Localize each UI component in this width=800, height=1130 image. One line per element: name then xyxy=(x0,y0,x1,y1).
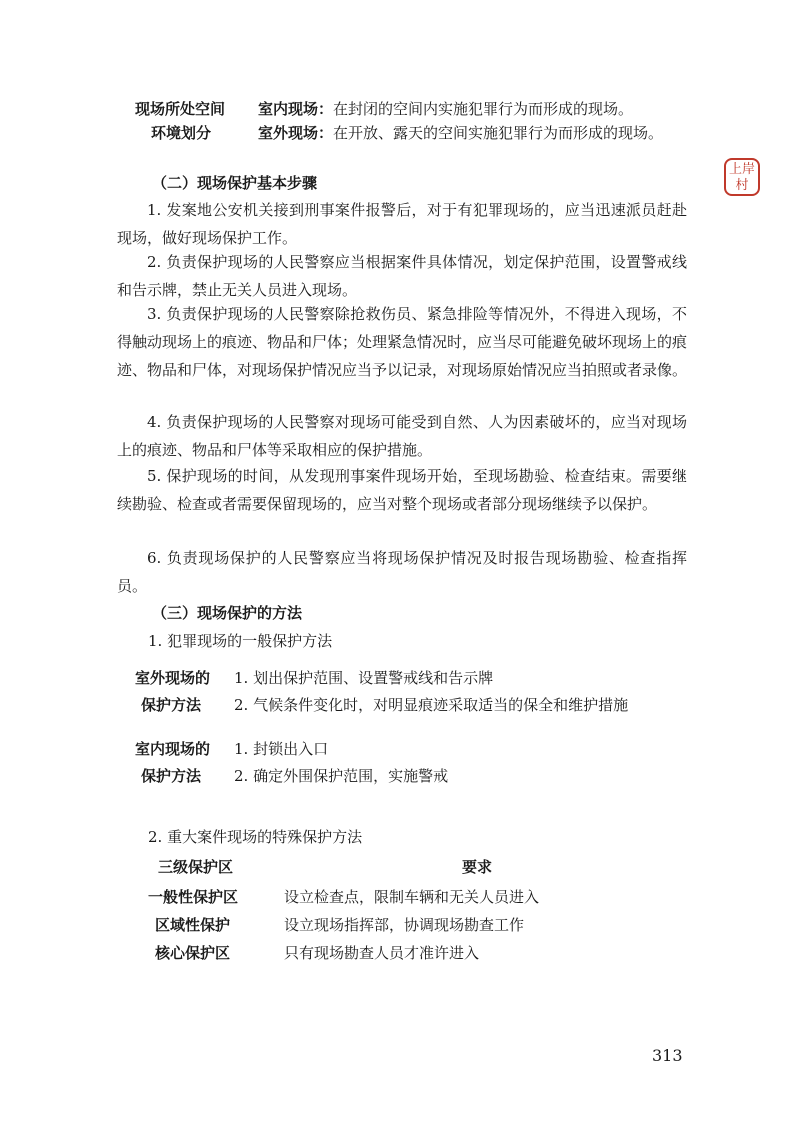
page-number: 313 xyxy=(652,1046,683,1065)
step-5: 5. 保护现场的时间，从发现刑事案件现场开始，至现场勘验、检查结束。需要继续勘验、检查或者需要保留现场的，应当对整个现场或者部分现场继续予以保护。 xyxy=(117,467,687,513)
step-3: 3. 负责保护现场的人民警察除抢救伤员、紧急排险等情况外，不得进入现场，不得触动现场上的痕迹、物品和尸体；处理紧急情况时，应当尽可能避免破坏现场上的痕迹、物品和尸体，对现场保护情况应当予以记录，对现场原始情况应当拍照或者录像。 xyxy=(117,305,688,379)
table-row-zone-3: 核心保护区 xyxy=(155,944,231,962)
table-row-req-1: 设立检查点，限制车辆和无关人员进入 xyxy=(284,888,540,906)
section2-heading: （二）现场保护基本步骤 xyxy=(152,174,318,192)
space-division-label-1: 现场所处空间 xyxy=(135,100,226,118)
step-2: 2. 负责保护现场的人民警察应当根据案件具体情况，划定保护范围，设置警戒线和告示牌，禁止无关人员进入现场。 xyxy=(117,253,687,299)
table-row-req-2: 设立现场指挥部，协调现场勘查工作 xyxy=(284,916,525,934)
indoor-method-label-2: 保护方法 xyxy=(141,767,202,785)
indoor-scene-definition xyxy=(258,98,633,119)
outdoor-method-item-2: 2. 气候条件变化时，对明显痕迹采取适当的保全和维护措施 xyxy=(234,696,629,714)
outdoor-method-label-2: 保护方法 xyxy=(141,696,202,714)
special-protection-subheading: 2. 重大案件现场的特殊保护方法 xyxy=(148,828,363,846)
outdoor-method-label-1: 室外现场的 xyxy=(135,669,211,687)
table-header-requirement: 要求 xyxy=(462,858,493,876)
indoor-method-item-1: 1. 封锁出入口 xyxy=(234,740,329,758)
step-4: 4. 负责保护现场的人民警察对现场可能受到自然、人为因素破坏的，应当对现场上的痕迹、物品和尸体等采取相应的保护措施。 xyxy=(117,413,687,459)
indoor-method-item-2: 2. 确定外围保护范围，实施警戒 xyxy=(234,767,449,785)
table-row-zone-2: 区域性保护 xyxy=(155,916,231,934)
indoor-method-label-1: 室内现场的 xyxy=(135,740,211,758)
table-header-zone: 三级保护区 xyxy=(158,858,234,876)
outdoor-scene-term: 室外现场： xyxy=(258,124,334,142)
section3-heading: （三）现场保护的方法 xyxy=(152,604,303,622)
table-row-req-3: 只有现场勘查人员才准许进入 xyxy=(284,944,480,962)
table-row-zone-1: 一般性保护区 xyxy=(148,888,239,906)
step-1: 1. 发案地公安机关接到刑事案件报警后，对于有犯罪现场的，应当迅速派员赶赴现场，做好现场保护工作。 xyxy=(117,201,687,247)
indoor-scene-desc: 在封闭的空间内实施犯罪行为而形成的现场。 xyxy=(333,100,634,118)
indoor-scene-term: 室内现场： xyxy=(258,100,334,118)
outdoor-scene-definition xyxy=(258,122,663,143)
outdoor-scene-desc: 在开放、露天的空间实施犯罪行为而形成的现场。 xyxy=(333,124,664,142)
seal-stamp: 上岸村 xyxy=(724,158,760,196)
general-protection-subheading: 1. 犯罪现场的一般保护方法 xyxy=(148,632,333,650)
step-6: 6. 负责现场保护的人民警察应当将现场保护情况及时报告现场勘验、检查指挥员。 xyxy=(117,549,687,595)
outdoor-method-item-1: 1. 划出保护范围、设置警戒线和告示牌 xyxy=(234,669,494,687)
space-division-label-2: 环境划分 xyxy=(151,124,212,142)
